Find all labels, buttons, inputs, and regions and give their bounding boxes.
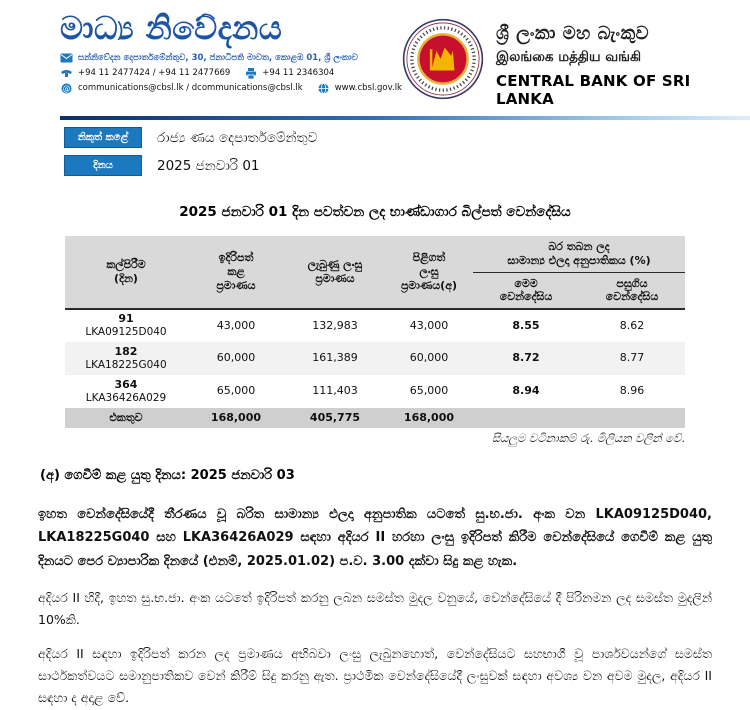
- col-offered: ඉදිරිපත් කළ ප්‍රමාණය: [187, 236, 285, 309]
- bank-name-sinhala: ශ්‍රී ලංකා මහ බැංකුව: [495, 23, 650, 44]
- total-wayr-previous-empty: [579, 408, 685, 428]
- contact-email-row: [60, 83, 402, 94]
- paragraph-phase2-limit: අදියර II හිදී, ඉහත සු.භ.ජා. අංක යටතේ ඉදිරිපත් කරනු ලබන සමස්ත මුදල වනුයේ, වෙන්දේසියේ දී පිරිනමන ලද සමස්ත මුදලින් 10%කි.: [38, 590, 712, 628]
- contact-fax: +94 11 2346304: [262, 68, 335, 78]
- auction-results-table: [65, 236, 685, 428]
- col-accepted: පිළිගත් ලංසු ප්‍රමාණය(අ): [385, 236, 473, 309]
- table-row-91day: [65, 309, 685, 342]
- maturity-days: 364: [114, 377, 138, 391]
- date-row: [64, 155, 750, 176]
- wayr-current: 8.94: [512, 384, 540, 398]
- contact-phones: +94 11 2477424 / +94 11 2477669: [78, 68, 231, 78]
- letterhead: [0, 0, 750, 108]
- meta-section: [0, 127, 750, 176]
- table-units-note: සියලුම වටිනාකම් රු. මිලියන වලින් වේ.: [491, 431, 685, 445]
- offered-amount: 65,000: [216, 384, 256, 398]
- maturity-days: 91: [118, 312, 134, 326]
- date-value: 2025 ජනවාරි 01: [157, 157, 260, 174]
- received-amount: 132,983: [312, 318, 358, 332]
- date-label: දිනය: [64, 155, 142, 176]
- table-row-182day: [65, 342, 685, 375]
- bank-names: [496, 18, 694, 108]
- received-amount: 111,403: [312, 384, 358, 398]
- settlement-date-footnote: (අ) ගෙවීම් කළ යුතු දිනය: 2025 ජනවාරි 03: [40, 468, 295, 483]
- col-maturity: කල්පිරීම (දින): [65, 236, 187, 309]
- offered-amount: 60,000: [187, 342, 285, 375]
- letterhead-right: [402, 12, 694, 108]
- paragraph-phase2-window: ඉහත වෙන්දේසියේදී තීරණය වූ බරිත සාමාන්‍ය එලදා අනුපාතික යටතේ සු.භ.ජා. අංක වන LKA09125D040, LKA18225G040 සහ LKA36426A029 සඳහා අදියර II හරහා ලංසු ඉදිරිපත් කිරීම වෙන්දේසියේ ගෙවීම් කළ යුතු දිනයට පෙර ව්‍යාපාරික දිනයේ (එනම්, 2025.01.02) ප.ව. 3.00 දක්වා සිදු කළ හැක.: [38, 507, 712, 569]
- globe-icon: [317, 83, 330, 94]
- table-total-row: [65, 408, 685, 428]
- received-amount: 161,389: [285, 342, 385, 375]
- total-wayr-current-empty: [473, 408, 579, 428]
- press-release-title: මාධ්‍ය නිවේදනය: [60, 9, 283, 47]
- wayr-current: 8.55: [512, 318, 540, 332]
- accepted-amount: 65,000: [409, 384, 449, 398]
- bank-name-english: CENTRAL BANK OF SRI LANKA: [495, 72, 691, 108]
- col-wayr-previous: පසුගිය වෙන්දේසිය: [579, 272, 685, 309]
- issued-by-label: නිකුත් කළේ: [64, 127, 142, 148]
- email-at-icon: [60, 83, 73, 94]
- accepted-amount: 43,000: [409, 318, 449, 332]
- wayr-previous: 8.62: [619, 318, 645, 332]
- table-title: 2025 ජනවාරි 01 දින පවත්වන ලද භාණ්ඩාගාර බිල්පත් වෙන්දේසිය: [179, 204, 571, 220]
- header-divider-line: [60, 116, 750, 120]
- total-offered: 168,000: [187, 408, 285, 428]
- maturity-days: 182: [114, 344, 138, 358]
- offered-amount: 43,000: [216, 318, 256, 332]
- table-row-364day: [65, 375, 685, 408]
- isin-code: LKA36426A029: [85, 391, 167, 404]
- accepted-amount: 60,000: [385, 342, 473, 375]
- contact-address: සන්නිවේදන දෙපාර්තමේන්තුව, 30, ජනාධිපති මාවත, කොළඹ 01, ශ්‍රී ලංකාව: [78, 53, 358, 63]
- col-wayr-current: මෙම වෙන්දේසිය: [473, 272, 579, 309]
- envelope-icon: [60, 53, 73, 64]
- wayr-previous: 8.77: [579, 342, 685, 375]
- letterhead-left: [60, 9, 402, 108]
- wayr-previous: 8.96: [619, 384, 645, 398]
- total-label: එකතුව: [65, 408, 187, 428]
- paragraph-phase2-allocation: අදියර II සඳහා ඉදිරිපත් කරන ලද ප්‍රමාණය අභිබවා ලංසු ලැබුනහොත්, වෙන්දේසියට සහභාගී වූ පාර්ශවයන්ගේ සමස්ත සාර්ථකත්වයට සමානුපාතිකව වෙන් කිරීම් සිදු කරනු ඇත. ප්‍රාථමික වෙන්දේසියේදී ලංසුවක් සඳහා අවශ්‍ය වන අවම මුදල, අදියර II සඳහා ද අදාළ වේ.: [38, 645, 712, 705]
- contact-phone-row: [60, 68, 402, 79]
- total-accepted: 168,000: [385, 408, 473, 428]
- contact-emails: communications@cbsl.lk / dcommunications@cbsl.lk: [78, 83, 303, 93]
- contact-address-row: [60, 53, 402, 64]
- table-header: [65, 236, 685, 309]
- svg-text:@: @: [62, 83, 71, 93]
- wayr-current: 8.72: [473, 342, 579, 375]
- fax-icon: [244, 68, 257, 79]
- isin-code: LKA18225G040: [85, 358, 167, 371]
- contact-block: [60, 53, 402, 94]
- col-received: ලැබුණු ලංසු ප්‍රමාණය: [285, 236, 385, 309]
- bank-name-tamil: இலங்கை மத்திய வங்கி: [495, 49, 642, 65]
- issued-by-row: [64, 127, 750, 148]
- total-received: 405,775: [285, 408, 385, 428]
- col-wayr-group: බර තබන ලද සාමාන්‍ය එලදා අනුපාතිකය (%): [473, 236, 685, 272]
- contact-website: www.cbsl.gov.lk: [334, 83, 402, 93]
- central-bank-seal-logo: [402, 18, 484, 100]
- issued-by-value: රාජ්‍ය ණය දෙපාර්තමේන්තුව: [157, 129, 318, 146]
- phone-icon: [60, 68, 73, 79]
- isin-code: LKA09125D040: [85, 326, 167, 339]
